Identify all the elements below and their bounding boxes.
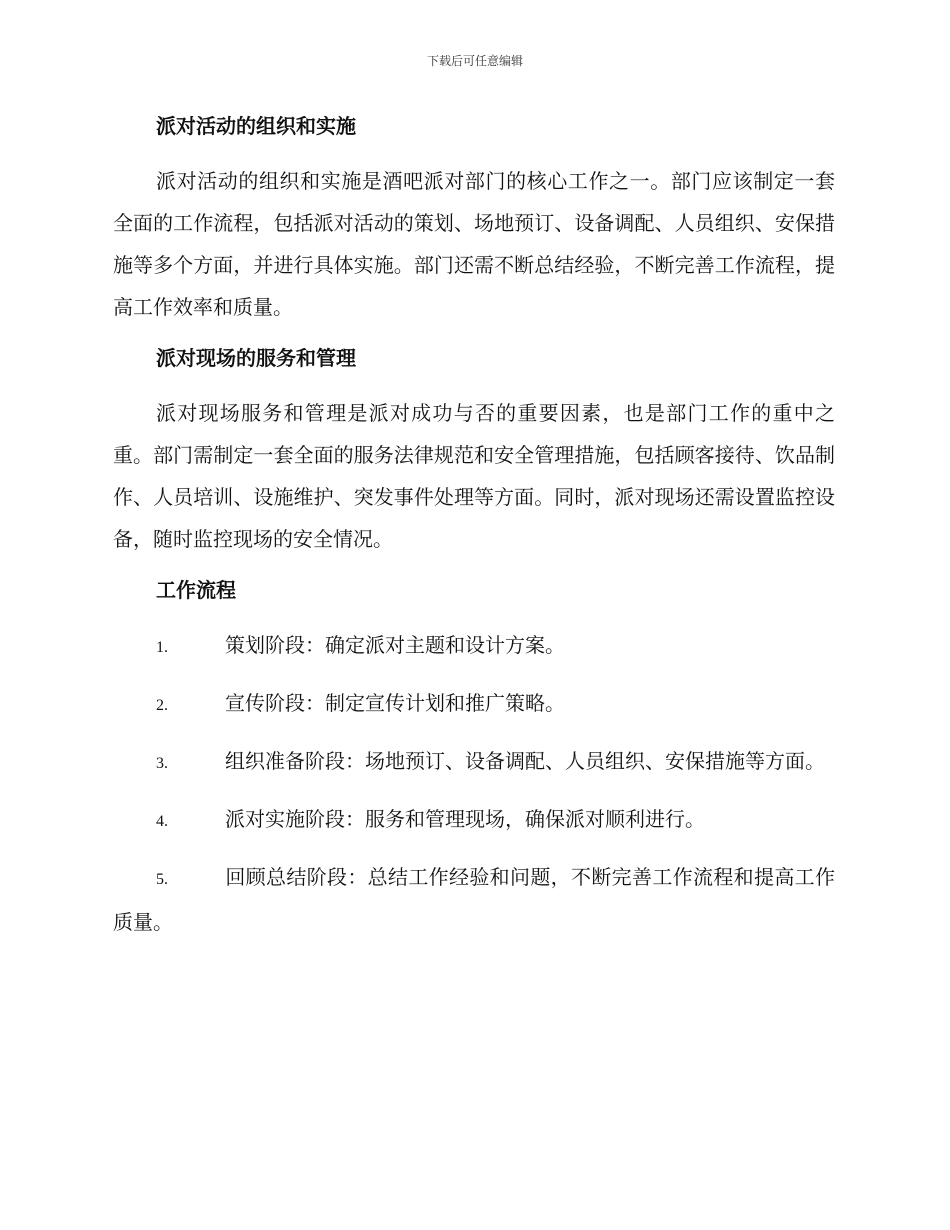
- section-heading-workflow: 工作流程: [156, 578, 236, 602]
- section-paragraph-party-organization: 派对活动的组织和实施是酒吧派对部门的核心工作之一。部门应该制定一套全面的工作流程，包括派对活动的策划、场地预订、设备调配、人员组织、安保措施等多个方面，并进行具体实施。部门还需不断总结经验，不断完善工作流程，提高工作效率和质量。: [113, 169, 835, 319]
- step-number: 5.: [156, 871, 168, 888]
- section-heading-onsite-service: 派对现场的服务和管理: [156, 346, 356, 370]
- step-number: 4.: [156, 813, 168, 830]
- step-text: 宣传阶段：制定宣传计划和推广策略。: [225, 691, 565, 715]
- workflow-step: [113, 624, 835, 669]
- step-text: 策划阶段：确定派对主题和设计方案。: [225, 633, 565, 657]
- step-number: 3.: [156, 755, 168, 772]
- workflow-step: [113, 856, 835, 943]
- workflow-step: [113, 740, 835, 785]
- workflow-list: [113, 624, 835, 943]
- step-text: 组织准备阶段：场地预订、设备调配、人员组织、安保措施等方面。: [225, 749, 825, 773]
- workflow-step: [113, 798, 835, 843]
- step-number: 1.: [156, 639, 168, 656]
- step-number: 2.: [156, 697, 168, 714]
- section-paragraph-onsite-service: 派对现场服务和管理是派对成功与否的重要因素，也是部门工作的重中之重。部门需制定一套全面的服务法律规范和安全管理措施，包括顾客接待、饮品制作、人员培训、设施维护、突发事件处理等方面。同时，派对现场还需设置监控设备，随时监控现场的安全情况。: [113, 401, 835, 551]
- step-text: 派对实施阶段：服务和管理现场，确保派对顺利进行。: [225, 807, 705, 831]
- section-heading-party-organization: 派对活动的组织和实施: [156, 114, 356, 138]
- document-body: [113, 108, 835, 943]
- workflow-step: [113, 682, 835, 727]
- step-text: 回顾总结阶段：总结工作经验和问题，不断完善工作流程和提高工作质量。: [113, 865, 835, 934]
- page-header-note: 下载后可任意编辑: [426, 54, 523, 68]
